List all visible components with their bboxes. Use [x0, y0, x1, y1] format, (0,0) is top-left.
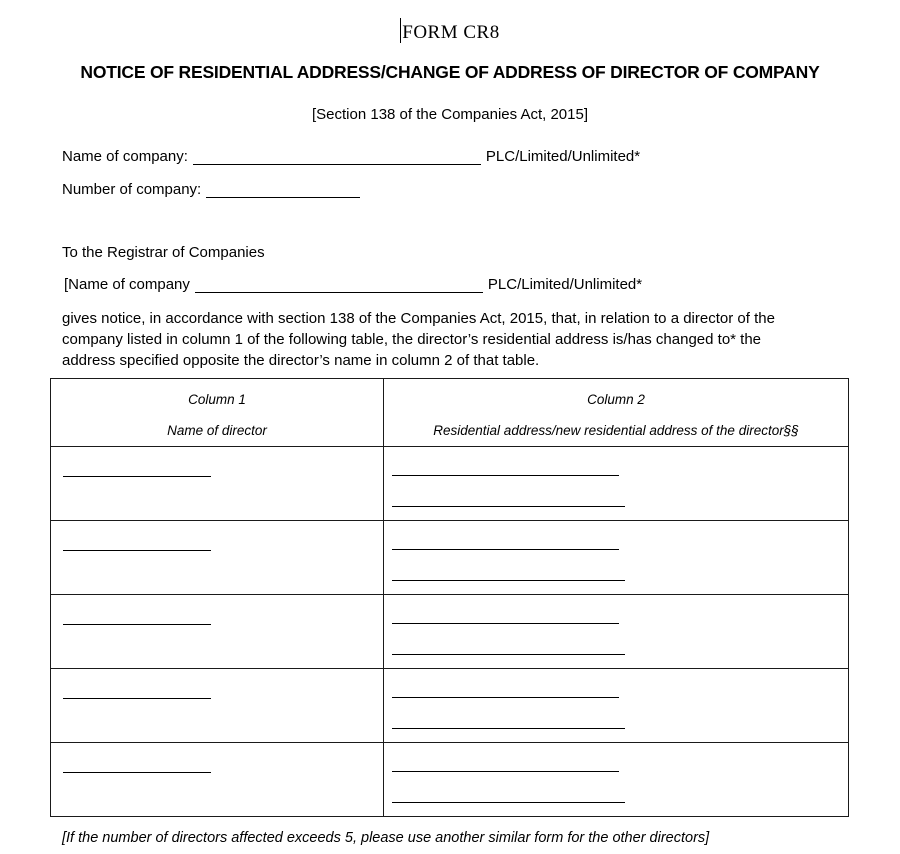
column-1-subtitle: Name of director — [167, 423, 267, 438]
name-of-company-2-line — [64, 276, 642, 293]
section-reference: [Section 138 of the Companies Act, 2015] — [311, 106, 588, 123]
director-address-cell — [384, 669, 849, 743]
director-row-2 — [51, 521, 849, 595]
director-name-cell — [51, 595, 384, 669]
address-line-1-field[interactable] — [392, 771, 619, 772]
director-row-4 — [51, 669, 849, 743]
director-name-cell — [51, 521, 384, 595]
director-row-1 — [51, 447, 849, 521]
name-of-company-2-label: [Name of company — [64, 276, 190, 293]
address-line-2-field[interactable] — [392, 506, 625, 507]
column-2-subtitle: Residential address/new residential address of the director§§ — [433, 423, 799, 438]
notice-paragraph: gives notice, in accordance with section 138 of the Companies Act, 2015, that, in relation to a director of the company listed in column 1 of the following table, the director’s residential address is/has changed to* the address specified opposite the director’s name in column 2 of that table. — [62, 310, 775, 369]
document-title: NOTICE OF RESIDENTIAL ADDRESS/CHANGE OF ADDRESS OF DIRECTOR OF COMPANY — [80, 62, 820, 82]
director-row-3 — [51, 595, 849, 669]
registrar-line: To the Registrar of Companies — [62, 244, 265, 261]
directors-table — [50, 378, 849, 817]
address-line-1-field[interactable] — [392, 623, 619, 624]
director-name-field[interactable] — [63, 698, 211, 699]
address-line-2-field[interactable] — [392, 580, 625, 581]
address-line-2-field[interactable] — [392, 802, 625, 803]
number-of-company-field[interactable] — [206, 183, 360, 198]
director-name-field[interactable] — [63, 550, 211, 551]
director-address-cell — [384, 743, 849, 817]
director-name-field[interactable] — [63, 624, 211, 625]
address-line-1-field[interactable] — [392, 475, 619, 476]
column-2-header — [384, 379, 849, 447]
director-name-cell — [51, 743, 384, 817]
director-name-field[interactable] — [63, 476, 211, 477]
form-code: FORM CR8 — [402, 22, 500, 43]
column-1-title: Column 1 — [188, 392, 246, 407]
number-of-company-line — [62, 181, 360, 198]
address-line-2-field[interactable] — [392, 728, 625, 729]
name-of-company-label: Name of company: — [62, 148, 188, 165]
footer-note: [If the number of directors affected exceeds 5, please use another similar form for the other directors] — [62, 830, 710, 846]
company-type-suffix: PLC/Limited/Unlimited* — [485, 148, 641, 165]
name-of-company-2-field[interactable] — [195, 278, 483, 293]
column-1-header — [51, 379, 384, 447]
directors-table-body — [51, 447, 849, 817]
name-of-company-line — [62, 148, 640, 165]
name-of-company-field[interactable] — [193, 150, 481, 165]
address-line-1-field[interactable] — [392, 549, 619, 550]
address-line-1-field[interactable] — [392, 697, 619, 698]
director-name-field[interactable] — [63, 772, 211, 773]
director-row-5 — [51, 743, 849, 817]
director-name-cell — [51, 447, 384, 521]
director-address-cell — [384, 595, 849, 669]
director-name-cell — [51, 669, 384, 743]
table-header-row — [51, 379, 849, 447]
company-type-suffix-2: PLC/Limited/Unlimited* — [487, 276, 643, 293]
number-of-company-label: Number of company: — [62, 181, 202, 198]
column-2-title: Column 2 — [587, 392, 645, 407]
address-line-2-field[interactable] — [392, 654, 625, 655]
director-address-cell — [384, 447, 849, 521]
director-address-cell — [384, 521, 849, 595]
form-code-line — [0, 18, 900, 44]
